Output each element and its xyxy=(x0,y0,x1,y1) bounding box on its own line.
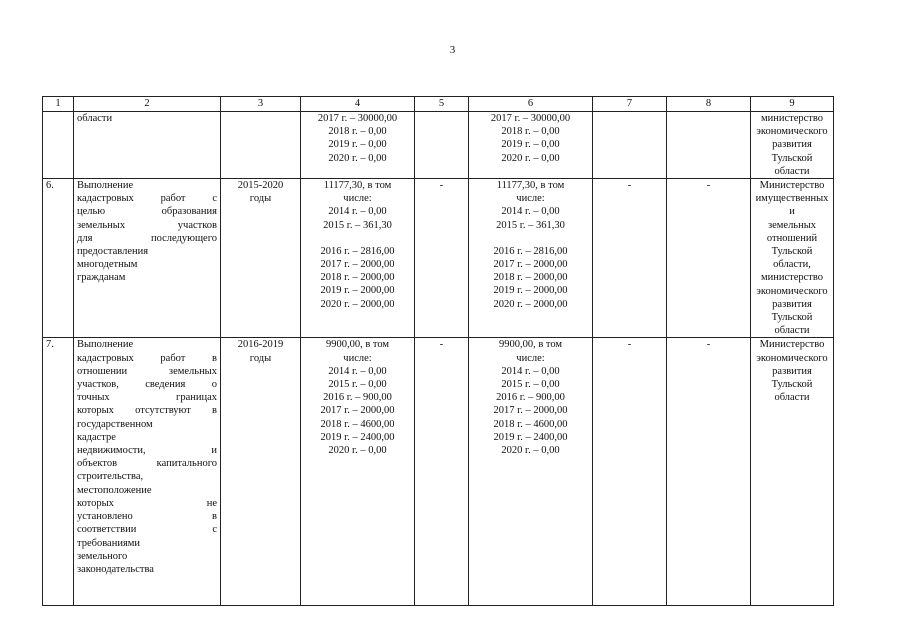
funding-line: 2019 г. – 2400,00 xyxy=(493,431,568,443)
activity-name xyxy=(74,179,221,338)
period-line: годы xyxy=(249,352,272,364)
funding-line: 2018 г. – 4600,00 xyxy=(320,418,395,430)
funding-line: 2019 г. – 2000,00 xyxy=(320,285,395,297)
funding-line: 2019 г. – 2000,00 xyxy=(493,285,568,297)
col5-cell xyxy=(415,112,469,179)
responsible-cell xyxy=(751,112,834,179)
responsible-line: имущественных и xyxy=(755,193,829,218)
name-line: земельных участков xyxy=(77,219,217,231)
period-line: годы xyxy=(249,193,272,205)
responsible-line: Министерство xyxy=(759,180,825,192)
funding-line: 11177,30, в том xyxy=(496,180,565,192)
funding-line: 2020 г. – 2000,00 xyxy=(493,298,568,310)
name-line: Выполнение xyxy=(77,180,134,192)
responsible-line: экономического xyxy=(756,352,828,364)
funding-line: 2017 г. – 2000,00 xyxy=(320,259,395,271)
name-line: объектов капитального xyxy=(77,458,217,470)
name-line: недвижимости, и xyxy=(77,445,217,457)
column-header: 8 xyxy=(667,97,751,112)
responsible-line: отношений xyxy=(766,232,818,244)
table-row xyxy=(43,338,834,606)
funding-line: 2020 г. – 0,00 xyxy=(328,152,387,164)
spacer xyxy=(304,232,411,245)
funding-line: 9900,00, в том xyxy=(325,339,390,351)
funding-line: 2019 г. – 2400,00 xyxy=(320,431,395,443)
funding-line: 2017 г. – 30000,00 xyxy=(317,113,398,124)
funding-line: 2020 г. – 0,00 xyxy=(328,445,387,457)
col5-cell: - xyxy=(415,179,469,338)
funding-line: 2015 г. – 361,30 xyxy=(323,219,392,231)
responsible-line: области, xyxy=(773,259,811,271)
funding-line: 2016 г. – 900,00 xyxy=(323,392,392,404)
column-header: 4 xyxy=(301,97,415,112)
name-line: участков, сведения о xyxy=(77,379,217,391)
name-line: предоставления xyxy=(77,246,149,258)
column-header: 3 xyxy=(221,97,301,112)
name-line: государственном xyxy=(77,418,153,430)
funding-line: 2016 г. – 2816,00 xyxy=(320,245,395,257)
column-header: 1 xyxy=(43,97,74,112)
period-cell xyxy=(221,179,301,338)
spacer xyxy=(472,232,589,245)
name-line: точных границах xyxy=(77,392,217,404)
name-line: целью образования xyxy=(77,206,217,218)
responsible-line: Министерство xyxy=(759,339,825,351)
funding-budget-cell xyxy=(469,179,593,338)
name-line: требованиями xyxy=(77,537,141,549)
name-line: законодательства xyxy=(77,563,154,575)
funding-line: 2014 г. – 0,00 xyxy=(328,365,387,377)
funding-line: 2018 г. – 0,00 xyxy=(501,126,560,138)
responsible-line: экономического xyxy=(756,126,828,138)
name-line: отношении земельных xyxy=(77,365,217,377)
responsible-line: земельных xyxy=(767,219,817,231)
funding-line: 2018 г. – 4600,00 xyxy=(493,418,568,430)
column-header: 7 xyxy=(593,97,667,112)
funding-line: 2016 г. – 2816,00 xyxy=(493,245,568,257)
column-header: 6 xyxy=(469,97,593,112)
funding-line: 2017 г. – 2000,00 xyxy=(320,405,395,417)
activity-name xyxy=(74,112,221,179)
page-number: 3 xyxy=(449,44,456,56)
responsible-line: Тульской области xyxy=(771,152,813,177)
name-line: области xyxy=(77,113,113,124)
responsible-line: Тульской области xyxy=(771,312,813,337)
responsible-line: Тульской xyxy=(771,246,813,258)
column-header: 9 xyxy=(751,97,834,112)
funding-line: 2019 г. – 0,00 xyxy=(328,139,387,151)
funding-line: 2020 г. – 0,00 xyxy=(501,152,560,164)
funding-line: числе: xyxy=(343,193,372,205)
funding-line: 2016 г. – 900,00 xyxy=(496,392,565,404)
header-row xyxy=(43,97,834,112)
col5-cell: - xyxy=(415,338,469,606)
name-line: установлено в xyxy=(77,511,217,523)
row-number: 7. xyxy=(43,338,74,606)
responsible-line: развития xyxy=(772,139,812,151)
activity-name xyxy=(74,338,221,606)
column-header: 5 xyxy=(415,97,469,112)
funding-line: 2017 г. – 2000,00 xyxy=(493,259,568,271)
funding-total-cell xyxy=(301,112,415,179)
name-line: кадастровых работ в xyxy=(77,352,217,364)
funding-budget-cell xyxy=(469,338,593,606)
funding-line: 2017 г. – 30000,00 xyxy=(490,113,571,124)
funding-line: числе: xyxy=(516,352,545,364)
col8-cell xyxy=(667,112,751,179)
responsible-line: министерство xyxy=(760,272,824,284)
funding-line: 9900,00, в том xyxy=(498,339,563,351)
col7-cell: - xyxy=(593,338,667,606)
period-line: 2016-2019 xyxy=(237,339,284,351)
row-number: 6. xyxy=(43,179,74,338)
funding-line: 2014 г. – 0,00 xyxy=(501,365,560,377)
funding-line: 2014 г. – 0,00 xyxy=(501,206,560,218)
funding-line: числе: xyxy=(516,193,545,205)
column-header: 2 xyxy=(74,97,221,112)
name-line: которых не xyxy=(77,497,217,509)
table-row xyxy=(43,112,834,179)
name-line: строительства, xyxy=(77,471,144,483)
funding-line: 2020 г. – 2000,00 xyxy=(320,298,395,310)
period-cell xyxy=(221,338,301,606)
name-line: кадастре xyxy=(77,431,116,443)
funding-line: 2018 г. – 2000,00 xyxy=(320,272,395,284)
responsible-cell xyxy=(751,179,834,338)
name-line: соответствии с xyxy=(77,524,217,536)
funding-line: 11177,30, в том xyxy=(323,180,392,192)
funding-line: 2020 г. – 0,00 xyxy=(501,445,560,457)
col7-cell xyxy=(593,112,667,179)
funding-budget-cell xyxy=(469,112,593,179)
name-line: Выполнение xyxy=(77,339,134,351)
funding-line: 2015 г. – 361,30 xyxy=(496,219,565,231)
period-line: 2015-2020 xyxy=(237,180,284,192)
responsible-cell xyxy=(751,338,834,606)
funding-line: 2018 г. – 2000,00 xyxy=(493,272,568,284)
col8-cell: - xyxy=(667,179,751,338)
funding-line: 2015 г. – 0,00 xyxy=(328,379,387,391)
name-line: для последующего xyxy=(77,232,217,244)
funding-line: 2018 г. – 0,00 xyxy=(328,126,387,138)
name-line: гражданам xyxy=(77,272,126,284)
name-line: кадастровых работ с xyxy=(77,193,217,205)
name-line: многодетным xyxy=(77,259,138,271)
responsible-line: министерство xyxy=(760,113,824,124)
responsible-line: экономического xyxy=(756,285,828,297)
funding-line: 2017 г. – 2000,00 xyxy=(493,405,568,417)
name-line: которых отсутствуют в xyxy=(77,405,217,417)
funding-line: 2015 г. – 0,00 xyxy=(501,379,560,391)
col8-cell: - xyxy=(667,338,751,606)
funding-total-cell xyxy=(301,179,415,338)
funding-line: 2014 г. – 0,00 xyxy=(328,206,387,218)
col7-cell: - xyxy=(593,179,667,338)
period-cell xyxy=(221,112,301,179)
program-table xyxy=(42,96,834,606)
responsible-line: развития xyxy=(772,298,812,310)
name-line: местоположение xyxy=(77,484,152,496)
funding-line: 2019 г. – 0,00 xyxy=(501,139,560,151)
responsible-line: Тульской области xyxy=(771,379,813,404)
row-number xyxy=(43,112,74,179)
funding-line: числе: xyxy=(343,352,372,364)
funding-total-cell xyxy=(301,338,415,606)
table-row xyxy=(43,179,834,338)
responsible-line: развития xyxy=(772,365,812,377)
name-line: земельного xyxy=(77,550,128,562)
